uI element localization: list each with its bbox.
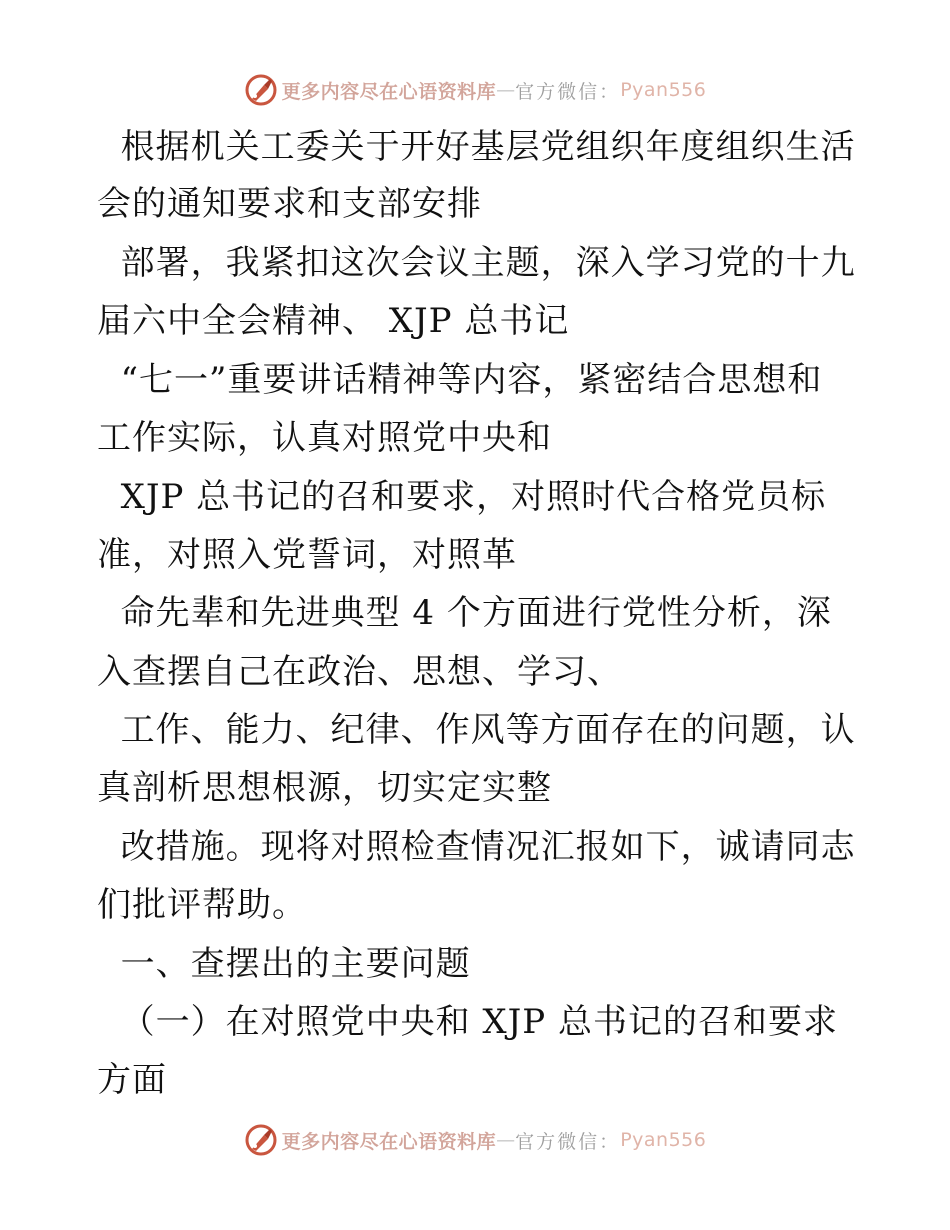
section-heading: 一、查摆出的主要问题 bbox=[97, 944, 471, 984]
body-line: 届六中全会精神、 XJP 总书记 bbox=[97, 301, 570, 341]
watermark-wechat-label: 官方微信： bbox=[515, 1130, 621, 1153]
watermark-wechat-label: 官方微信： bbox=[515, 80, 621, 103]
fountain-pen-logo-icon bbox=[244, 1123, 278, 1157]
body-line: 入查摆自己在政治、思想、学习、 bbox=[97, 652, 622, 692]
body-line: 真剖析思想根源，切实定实整 bbox=[97, 768, 552, 808]
subsection-heading: （一）在对照党中央和 XJP 总书记的召和要求 bbox=[97, 1002, 838, 1042]
watermark-wechat-id: Pyan556 bbox=[620, 79, 707, 101]
watermark-wechat-id: Pyan556 bbox=[620, 1129, 707, 1151]
body-line: 根据机关工委关于开好基层党组织年度组织生活 bbox=[97, 127, 856, 167]
body-line: 方面 bbox=[97, 1060, 167, 1100]
body-line: 工作、能力、纪律、作风等方面存在的问题，认 bbox=[97, 710, 856, 750]
body-line: 工作实际，认真对照党中央和 bbox=[97, 418, 552, 458]
body-line: 命先辈和先进典型 4 个方面进行党性分析，深 bbox=[97, 593, 832, 633]
watermark-text: 更多内容尽在心语资料库 bbox=[281, 1130, 497, 1153]
body-line: 会的通知要求和支部安排 bbox=[97, 184, 482, 224]
footer-watermark-banner bbox=[0, 1120, 950, 1160]
body-line: 改措施。现将对照检查情况汇报如下，诚请同志 bbox=[97, 827, 856, 867]
body-line: “七一”重要讲话精神等内容，紧密结合思想和 bbox=[97, 360, 823, 400]
watermark-dash: — bbox=[496, 79, 516, 101]
header-watermark-banner bbox=[0, 70, 950, 110]
body-line: 部署，我紧扣这次会议主题，深入学习党的十九 bbox=[97, 243, 856, 283]
body-line: 准，对照入党誓词，对照革 bbox=[97, 535, 517, 575]
body-line: 们批评帮助。 bbox=[97, 885, 307, 925]
fountain-pen-logo-icon bbox=[244, 73, 278, 107]
watermark-dash: — bbox=[496, 1129, 516, 1151]
body-line: XJP 总书记的召和要求，对照时代合格党员标 bbox=[97, 477, 827, 517]
watermark-text: 更多内容尽在心语资料库 bbox=[281, 80, 497, 103]
